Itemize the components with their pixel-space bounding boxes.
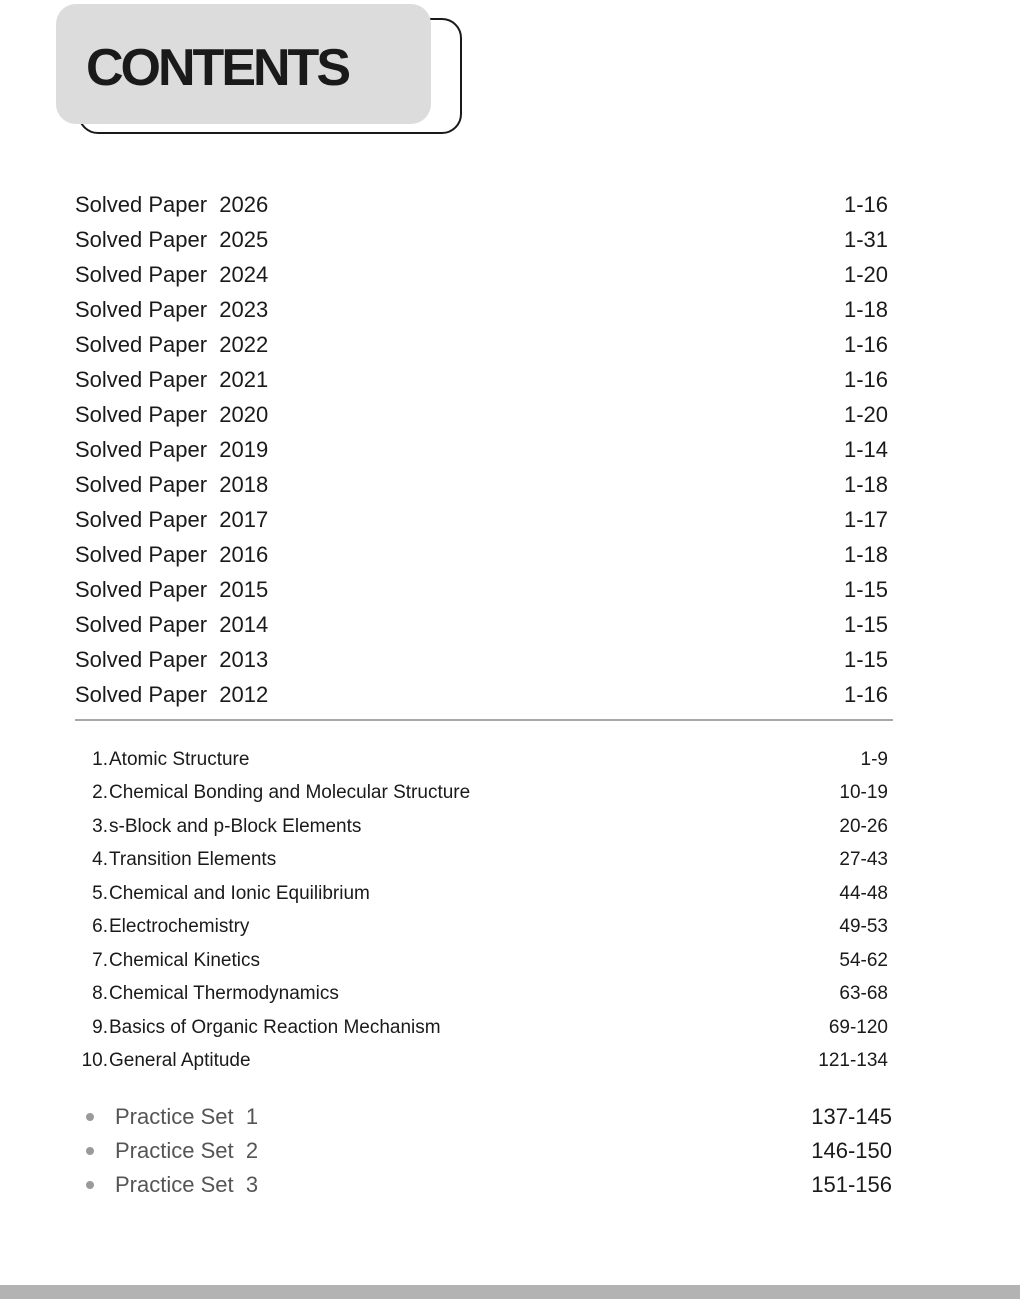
practice-set-pages: 151-156	[811, 1172, 892, 1197]
list-item[interactable]	[75, 677, 888, 712]
bullet-icon	[86, 1147, 94, 1155]
paper-pages: 1-14	[843, 436, 888, 462]
paper-pages: 1-18	[843, 471, 888, 497]
paper-pages: 1-18	[843, 296, 888, 322]
list-item[interactable]	[75, 397, 888, 432]
chapter-item[interactable]	[75, 1045, 888, 1079]
practice-set-label: Practice Set 1	[115, 1104, 259, 1129]
paper-pages: 1-31	[843, 226, 888, 252]
chapter-number: 2.	[92, 782, 108, 804]
paper-label: Solved Paper 2012	[75, 681, 269, 707]
paper-pages: 1-16	[843, 191, 888, 217]
paper-label: Solved Paper 2025	[75, 226, 269, 252]
paper-label: Solved Paper 2016	[75, 541, 269, 567]
contents-header	[48, 0, 443, 140]
chapter-pages: 63-68	[839, 983, 888, 1005]
practice-set-label: Practice Set 3	[115, 1172, 259, 1197]
chapter-number: 7.	[92, 949, 108, 971]
chapter-title: Chemical Thermodynamics	[109, 983, 339, 1005]
paper-label: Solved Paper 2018	[75, 471, 269, 497]
solved-papers-list	[75, 187, 888, 712]
chapter-number: 1.	[92, 748, 108, 770]
paper-label: Solved Paper 2023	[75, 296, 269, 322]
list-item[interactable]	[75, 257, 888, 292]
paper-pages: 1-20	[843, 261, 888, 287]
practice-set-pages: 137-145	[811, 1104, 892, 1129]
chapter-item[interactable]	[75, 944, 888, 978]
paper-pages: 1-15	[843, 576, 888, 602]
chapter-title: Chemical Kinetics	[109, 949, 260, 971]
chapter-title: Transition Elements	[109, 849, 277, 871]
paper-label: Solved Paper 2017	[75, 506, 269, 532]
list-item[interactable]	[75, 572, 888, 607]
practice-set-item[interactable]	[80, 1134, 892, 1168]
list-item[interactable]	[75, 222, 888, 257]
paper-label: Solved Paper 2014	[75, 611, 269, 637]
chapter-item[interactable]	[75, 978, 888, 1012]
list-item[interactable]	[75, 432, 888, 467]
chapter-item[interactable]	[75, 877, 888, 911]
paper-label: Solved Paper 2021	[75, 366, 269, 392]
paper-label: Solved Paper 2015	[75, 576, 269, 602]
paper-label: Solved Paper 2022	[75, 331, 269, 357]
chapter-pages: 49-53	[839, 916, 888, 938]
paper-label: Solved Paper 2026	[75, 191, 269, 217]
paper-label: Solved Paper 2024	[75, 261, 269, 287]
list-item[interactable]	[75, 292, 888, 327]
list-item[interactable]	[75, 467, 888, 502]
chapter-item[interactable]	[75, 810, 888, 844]
chapter-title: Chemical and Ionic Equilibrium	[109, 882, 370, 904]
chapter-title: General Aptitude	[109, 1050, 251, 1072]
chapter-number: 8.	[92, 983, 108, 1005]
bullet-icon	[86, 1113, 94, 1121]
list-item[interactable]	[75, 537, 888, 572]
chapter-pages: 121-134	[818, 1050, 888, 1072]
chapter-pages: 69-120	[828, 1016, 888, 1038]
list-item[interactable]	[75, 607, 888, 642]
chapter-number: 10.	[81, 1050, 108, 1072]
chapters-list	[75, 743, 888, 1078]
paper-pages: 1-16	[843, 331, 888, 357]
paper-label: Solved Paper 2013	[75, 646, 269, 672]
list-item[interactable]	[75, 362, 888, 397]
paper-pages: 1-15	[843, 646, 888, 672]
chapter-pages: 20-26	[839, 815, 888, 837]
chapter-number: 6.	[92, 916, 108, 938]
paper-pages: 1-16	[843, 366, 888, 392]
chapter-item[interactable]	[75, 1011, 888, 1045]
chapter-title: Electrochemistry	[109, 916, 250, 938]
chapter-number: 3.	[92, 815, 108, 837]
chapter-number: 9.	[92, 1016, 108, 1038]
chapter-pages: 54-62	[839, 949, 888, 971]
chapter-pages: 1-9	[860, 748, 888, 770]
practice-set-label: Practice Set 2	[115, 1138, 259, 1163]
chapter-title: Chemical Bonding and Molecular Structure	[109, 782, 471, 804]
paper-pages: 1-17	[843, 506, 888, 532]
paper-pages: 1-15	[843, 611, 888, 637]
footer-bar	[0, 1285, 1020, 1299]
paper-label: Solved Paper 2020	[75, 401, 269, 427]
chapter-item[interactable]	[75, 777, 888, 811]
chapter-item[interactable]	[75, 844, 888, 878]
chapter-number: 4.	[92, 849, 108, 871]
practice-set-item[interactable]	[80, 1168, 892, 1202]
paper-label: Solved Paper 2019	[75, 436, 269, 462]
list-item[interactable]	[75, 502, 888, 537]
chapter-number: 5.	[92, 882, 108, 904]
practice-set-pages: 146-150	[811, 1138, 892, 1163]
bullet-icon	[86, 1181, 94, 1189]
list-item[interactable]	[75, 327, 888, 362]
list-item[interactable]	[75, 642, 888, 677]
paper-pages: 1-16	[843, 681, 888, 707]
page-title: CONTENTS	[86, 39, 348, 97]
paper-pages: 1-20	[843, 401, 888, 427]
chapter-pages: 10-19	[839, 782, 888, 804]
chapter-title: s-Block and p-Block Elements	[109, 815, 362, 837]
chapter-title: Atomic Structure	[109, 748, 250, 770]
chapter-item[interactable]	[75, 743, 888, 777]
paper-pages: 1-18	[843, 541, 888, 567]
section-divider	[75, 719, 893, 721]
chapter-item[interactable]	[75, 911, 888, 945]
practice-set-item[interactable]	[80, 1100, 892, 1134]
chapter-pages: 27-43	[839, 849, 888, 871]
practice-sets-list	[80, 1100, 892, 1202]
chapter-pages: 44-48	[839, 882, 888, 904]
list-item[interactable]	[75, 187, 888, 222]
chapter-title: Basics of Organic Reaction Mechanism	[109, 1016, 441, 1038]
